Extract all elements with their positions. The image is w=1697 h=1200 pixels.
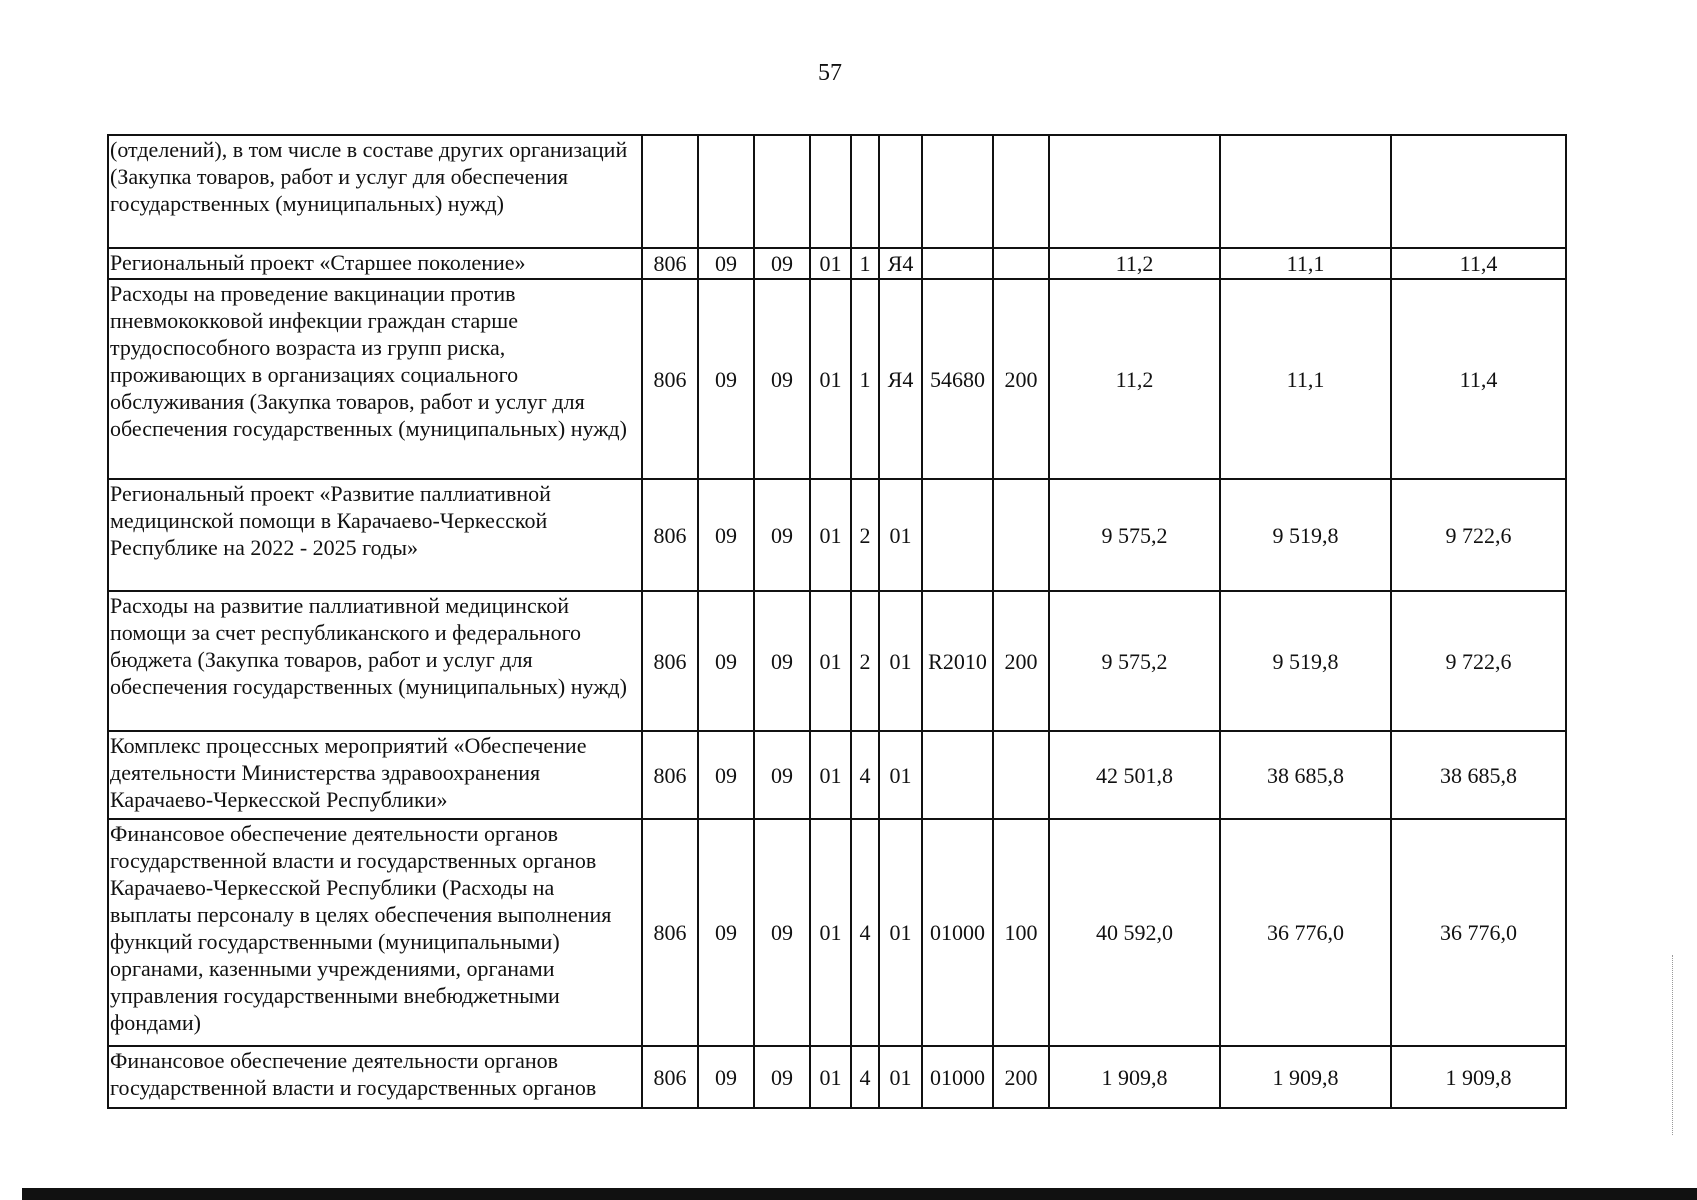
amount-2025-cell: 9 519,8 — [1220, 479, 1391, 591]
program-cell: 01 — [810, 591, 851, 731]
amount-2024-cell: 42 501,8 — [1049, 731, 1220, 819]
description-cell: Расходы на проведение вакцинации против пневмококковой инфекции граждан старше трудоспособного возраста из групп риска, проживающих в организациях социального обслуживания (Закупка товаров, работ и услуг для обеспечения государственных (муниципальных) нужд) — [108, 279, 642, 479]
table-row — [108, 479, 1566, 591]
subprogram-cell: 1 — [851, 279, 879, 479]
section-cell: 09 — [698, 279, 754, 479]
subprogram-cell: 4 — [851, 819, 879, 1046]
direction-cell — [922, 135, 993, 248]
expense-type-cell — [993, 135, 1049, 248]
direction-cell — [922, 731, 993, 819]
project-cell: Я4 — [879, 248, 922, 279]
amount-2026-cell: 11,4 — [1391, 248, 1566, 279]
amount-2024-cell: 9 575,2 — [1049, 591, 1220, 731]
project-cell: 01 — [879, 479, 922, 591]
direction-cell — [922, 248, 993, 279]
ministry-code-cell — [642, 135, 698, 248]
amount-2026-cell — [1391, 135, 1566, 248]
section-cell: 09 — [698, 248, 754, 279]
expense-type-cell — [993, 731, 1049, 819]
subprogram-cell: 2 — [851, 591, 879, 731]
expense-type-cell: 100 — [993, 819, 1049, 1046]
scan-border-bar — [22, 1188, 1697, 1200]
subsection-cell: 09 — [754, 731, 810, 819]
direction-cell: R2010 — [922, 591, 993, 731]
project-cell: 01 — [879, 1046, 922, 1108]
subprogram-cell: 1 — [851, 248, 879, 279]
amount-2025-cell — [1220, 135, 1391, 248]
scan-edge-mark — [1672, 955, 1674, 1135]
expense-type-cell — [993, 248, 1049, 279]
amount-2026-cell: 38 685,8 — [1391, 731, 1566, 819]
project-cell: 01 — [879, 731, 922, 819]
ministry-code-cell: 806 — [642, 591, 698, 731]
section-cell: 09 — [698, 591, 754, 731]
direction-cell: 54680 — [922, 279, 993, 479]
description-cell: Региональный проект «Старшее поколение» — [108, 248, 642, 279]
subprogram-cell: 4 — [851, 1046, 879, 1108]
subprogram-cell — [851, 135, 879, 248]
amount-2025-cell: 9 519,8 — [1220, 591, 1391, 731]
expense-type-cell: 200 — [993, 591, 1049, 731]
amount-2025-cell: 11,1 — [1220, 248, 1391, 279]
subsection-cell: 09 — [754, 248, 810, 279]
subsection-cell — [754, 135, 810, 248]
subsection-cell: 09 — [754, 279, 810, 479]
program-cell — [810, 135, 851, 248]
program-cell: 01 — [810, 479, 851, 591]
table-body — [108, 135, 1566, 1108]
project-cell — [879, 135, 922, 248]
amount-2024-cell — [1049, 135, 1220, 248]
amount-2024-cell: 11,2 — [1049, 248, 1220, 279]
table-row — [108, 248, 1566, 279]
description-cell: Региональный проект «Развитие паллиативной медицинской помощи в Карачаево-Черкесской Республике на 2022 - 2025 годы» — [108, 479, 642, 591]
program-cell: 01 — [810, 248, 851, 279]
table-row — [108, 135, 1566, 248]
table-row — [108, 1046, 1566, 1108]
amount-2024-cell: 11,2 — [1049, 279, 1220, 479]
section-cell: 09 — [698, 479, 754, 591]
subprogram-cell: 4 — [851, 731, 879, 819]
ministry-code-cell: 806 — [642, 819, 698, 1046]
expense-type-cell — [993, 479, 1049, 591]
subsection-cell: 09 — [754, 1046, 810, 1108]
expense-type-cell: 200 — [993, 279, 1049, 479]
program-cell: 01 — [810, 279, 851, 479]
direction-cell — [922, 479, 993, 591]
amount-2026-cell: 11,4 — [1391, 279, 1566, 479]
description-cell: (отделений), в том числе в составе других организаций (Закупка товаров, работ и услуг для обеспечения государственных (муниципальных) нужд) — [108, 135, 642, 248]
project-cell: 01 — [879, 819, 922, 1046]
amount-2025-cell: 36 776,0 — [1220, 819, 1391, 1046]
section-cell: 09 — [698, 1046, 754, 1108]
project-cell: Я4 — [879, 279, 922, 479]
amount-2026-cell: 36 776,0 — [1391, 819, 1566, 1046]
ministry-code-cell: 806 — [642, 279, 698, 479]
amount-2026-cell: 9 722,6 — [1391, 479, 1566, 591]
subsection-cell: 09 — [754, 819, 810, 1046]
amount-2024-cell: 1 909,8 — [1049, 1046, 1220, 1108]
ministry-code-cell: 806 — [642, 731, 698, 819]
page-number: 57 — [818, 60, 842, 86]
ministry-code-cell: 806 — [642, 479, 698, 591]
table-row — [108, 731, 1566, 819]
section-cell: 09 — [698, 731, 754, 819]
amount-2024-cell: 40 592,0 — [1049, 819, 1220, 1046]
amount-2026-cell: 1 909,8 — [1391, 1046, 1566, 1108]
subsection-cell: 09 — [754, 479, 810, 591]
amount-2024-cell: 9 575,2 — [1049, 479, 1220, 591]
amount-2025-cell: 11,1 — [1220, 279, 1391, 479]
program-cell: 01 — [810, 731, 851, 819]
ministry-code-cell: 806 — [642, 1046, 698, 1108]
description-cell: Финансовое обеспечение деятельности органов государственной власти и государственных органов — [108, 1046, 642, 1108]
direction-cell: 01000 — [922, 1046, 993, 1108]
program-cell: 01 — [810, 1046, 851, 1108]
description-cell: Финансовое обеспечение деятельности органов государственной власти и государственных органов Карачаево-Черкесской Республики (Расходы на выплаты персоналу в целях обеспечения выполнения функций государственными (муниципальными) органами, казенными учреждениями, органами управления государственными внебюджетными фондами) — [108, 819, 642, 1046]
description-cell: Расходы на развитие паллиативной медицинской помощи за счет республиканского и федерального бюджета (Закупка товаров, работ и услуг для обеспечения государственных (муниципальных) нужд) — [108, 591, 642, 731]
program-cell: 01 — [810, 819, 851, 1046]
direction-cell: 01000 — [922, 819, 993, 1046]
subprogram-cell: 2 — [851, 479, 879, 591]
table-row — [108, 279, 1566, 479]
table-row — [108, 591, 1566, 731]
expense-type-cell: 200 — [993, 1046, 1049, 1108]
budget-table — [107, 134, 1567, 1109]
section-cell: 09 — [698, 819, 754, 1046]
section-cell — [698, 135, 754, 248]
subsection-cell: 09 — [754, 591, 810, 731]
description-cell: Комплекс процессных мероприятий «Обеспечение деятельности Министерства здравоохранения Карачаево-Черкесской Республики» — [108, 731, 642, 819]
project-cell: 01 — [879, 591, 922, 731]
amount-2026-cell: 9 722,6 — [1391, 591, 1566, 731]
amount-2025-cell: 38 685,8 — [1220, 731, 1391, 819]
ministry-code-cell: 806 — [642, 248, 698, 279]
amount-2025-cell: 1 909,8 — [1220, 1046, 1391, 1108]
table-row — [108, 819, 1566, 1046]
